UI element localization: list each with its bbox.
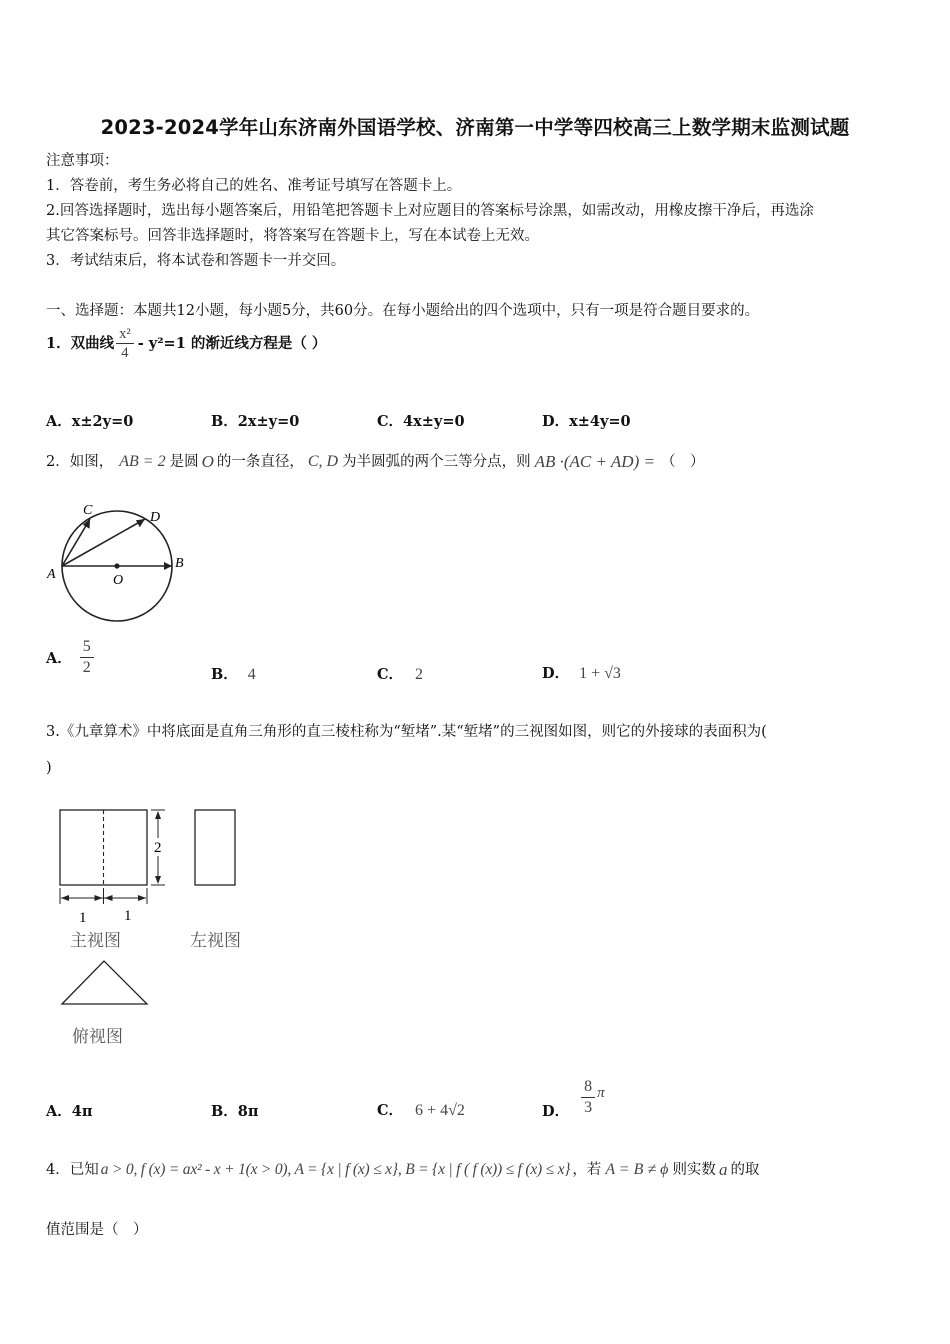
q4-suffix1: 则实数 xyxy=(672,1162,716,1178)
top-view-triangle xyxy=(62,961,147,1004)
q3-three-views-figure xyxy=(50,800,260,1050)
option-label: A． xyxy=(46,1103,72,1120)
q2-circle-figure xyxy=(40,498,200,628)
option-text: 1 + √3 xyxy=(579,665,621,682)
option-text: 2x±y=0 xyxy=(237,413,300,430)
q1-prefix: 1．双曲线 xyxy=(46,334,115,352)
top-view-caption: 俯视图 xyxy=(72,1027,123,1047)
dim-w1-label: 1 xyxy=(79,910,87,926)
option-label: D． xyxy=(542,665,570,682)
option-text: 4π xyxy=(71,1103,93,1120)
q4-condition: A = B ≠ ϕ xyxy=(605,1161,669,1178)
q2-text: 是圆 xyxy=(169,454,199,470)
option-text: 4 xyxy=(247,666,256,683)
label-c: C xyxy=(83,503,93,518)
dim-arrow-icon xyxy=(155,811,161,819)
notice-item: 3．考试结束后，将本试卷和答题卡一并交回。 xyxy=(46,253,346,269)
question-2 xyxy=(46,452,704,472)
option-label: B． xyxy=(211,666,238,683)
notice-heading: 注意事项： xyxy=(46,153,119,169)
q2-text: 的一条直径， xyxy=(216,454,304,470)
q1-option-d[interactable] xyxy=(542,410,631,431)
dim-arrow-icon xyxy=(95,895,103,901)
side-view-rect xyxy=(195,810,235,885)
question-1 xyxy=(46,325,326,362)
frac-num: 5 xyxy=(80,637,94,658)
label-a: A xyxy=(47,567,56,582)
option-label: B． xyxy=(211,1103,238,1120)
frac-den: 2 xyxy=(82,659,91,676)
dim-arrow-icon xyxy=(155,876,161,884)
q2-math-cd: C, D xyxy=(307,453,339,470)
option-label: C． xyxy=(377,413,404,430)
center-point xyxy=(114,563,119,568)
q2-math-ab: AB = 2 xyxy=(119,453,166,470)
q2-option-d[interactable] xyxy=(542,662,621,683)
side-view-caption: 左视图 xyxy=(190,931,241,951)
q2-math-o: O xyxy=(201,452,214,471)
option-text: x±4y=0 xyxy=(569,413,631,430)
option-fraction xyxy=(581,1077,595,1118)
option-label: D． xyxy=(542,1103,570,1120)
dim-w2-label: 1 xyxy=(124,908,132,924)
option-text: 8π xyxy=(237,1103,259,1120)
label-b: B xyxy=(175,556,184,571)
label-o: O xyxy=(113,573,124,588)
dim-arrow-icon xyxy=(105,895,113,901)
q2-option-c[interactable] xyxy=(377,663,423,684)
notice-item: 2.回答选择题时，选出每小题答案后，用铅笔把答题卡上对应题目的答案标号涂黑，如需改动，用橡皮擦干净后，再选涂 xyxy=(46,203,814,219)
option-text: 6 + 4√2 xyxy=(415,1102,465,1119)
notice-item: 1．答卷前，考生务必将自己的姓名、准考证号填写在答题卡上。 xyxy=(46,178,462,194)
q3-option-b[interactable] xyxy=(211,1100,258,1121)
q4-math: a > 0, f (x) = ax² - x + 1(x > 0), A = {x | f (x) ≤ x}, B = {x | f ( f (x)) ≤ f (x) ≤ x} xyxy=(100,1161,571,1178)
q3-option-a[interactable] xyxy=(46,1100,92,1121)
q4-prefix: 4．已知 xyxy=(46,1162,99,1178)
q2-option-b[interactable] xyxy=(211,663,256,684)
question-3: 3.《九章算术》中将底面是直角三角形的直三棱柱称为“堑堵”.某“堑堵”的三视图如图，则它的外接球的表面积为( xyxy=(46,724,767,740)
q3-option-d[interactable] xyxy=(542,1074,605,1121)
arrow-b-icon xyxy=(164,562,172,570)
q2-text: 2．如图， xyxy=(46,454,114,470)
option-label: D． xyxy=(542,413,570,430)
question-4 xyxy=(46,1160,759,1180)
option-suffix: π xyxy=(597,1085,605,1101)
option-text: x±2y=0 xyxy=(71,413,134,430)
page-title: 2023-2024学年山东济南外国语学校、济南第一中学等四校高三上数学期末监测试题 xyxy=(100,116,850,139)
q1-frac-den: 4 xyxy=(121,345,129,361)
option-label: A． xyxy=(46,413,72,430)
option-label: B． xyxy=(211,413,238,430)
notice-item: 其它答案标号。回答非选择题时，将答案写在答题卡上，写在本试卷上无效。 xyxy=(46,228,539,244)
option-fraction xyxy=(80,637,94,678)
option-label: C． xyxy=(377,1102,404,1119)
option-label: C． xyxy=(377,666,404,683)
q1-fraction xyxy=(116,325,134,362)
label-d: D xyxy=(150,510,161,525)
vector-ad xyxy=(62,519,145,566)
q2-option-a[interactable] xyxy=(46,637,94,678)
section-heading: 一、选择题：本题共12小题，每小题5分，共60分。在每小题给出的四个选项中，只有一项是符合题目要求的。 xyxy=(46,303,760,319)
question-4-cont: 值范围是（ ） xyxy=(46,1222,148,1238)
q1-option-c[interactable] xyxy=(377,410,465,431)
q3-option-c[interactable] xyxy=(377,1099,465,1120)
q1-frac-num: x² xyxy=(116,325,134,344)
option-text: 4x±y=0 xyxy=(403,413,465,430)
q1-option-a[interactable] xyxy=(46,410,133,431)
dim-arrow-icon xyxy=(138,895,146,901)
question-3-cont: ) xyxy=(46,760,52,776)
front-view-caption: 主视图 xyxy=(70,931,121,951)
q1-option-b[interactable] xyxy=(211,410,299,431)
frac-num: 8 xyxy=(581,1077,595,1098)
q2-math-expr: AB ·(AC + AD) = xyxy=(534,452,655,471)
dim-height-label: 2 xyxy=(154,840,162,856)
q4-suffix2: 的取 xyxy=(730,1162,760,1178)
q2-text: 为半圆弧的两个三等分点，则 xyxy=(342,454,531,470)
option-text: 2 xyxy=(415,666,424,683)
q4-mid: ，若 xyxy=(572,1162,602,1178)
q1-suffix: - y²=1 的渐近线方程是（ ） xyxy=(137,334,327,352)
frac-den: 3 xyxy=(584,1099,593,1116)
q4-var: a xyxy=(718,1160,728,1179)
option-label: A． xyxy=(46,650,72,667)
q2-text: （ ） xyxy=(660,454,705,470)
dim-arrow-icon xyxy=(61,895,69,901)
